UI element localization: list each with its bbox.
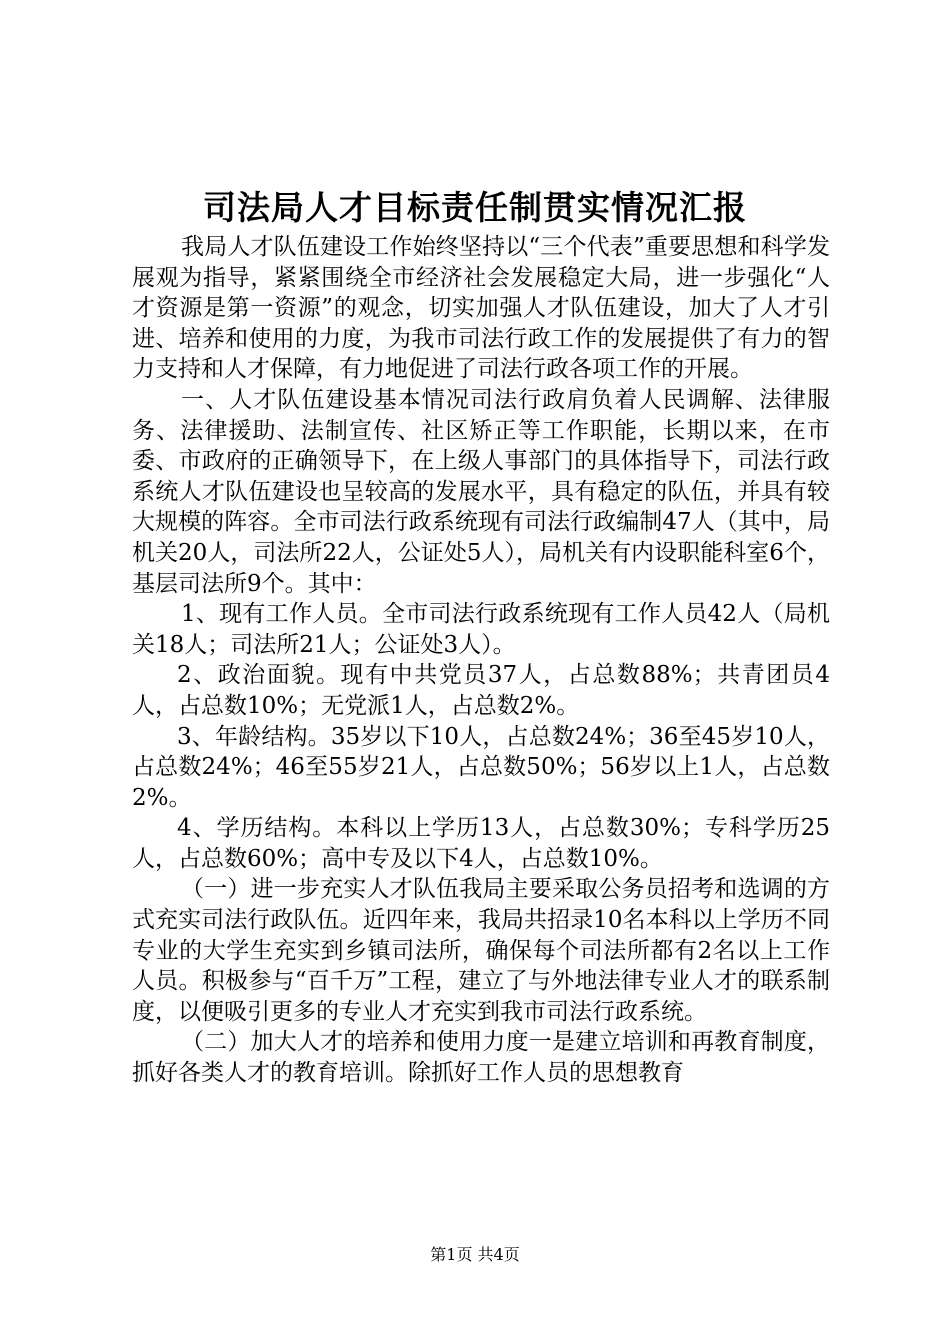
paragraph-subsection-2: （二）加大人才的培养和使用力度一是建立培训和再教育制度，抓好各类人才的教育培训。除抓好工作人员的思想教育 bbox=[132, 1029, 830, 1087]
paragraph-item-2: 2、政治面貌。现有中共党员37人，占总数88%；共青团员4人，占总数10%；无党派1人，占总数2%。 bbox=[132, 662, 830, 719]
paragraph-item-1: 1、现有工作人员。全市司法行政系统现有工作人员42人（局机关18人；司法所21人；公证处3人）。 bbox=[132, 601, 830, 658]
page-footer: 第1页 共4页 bbox=[430, 1245, 520, 1264]
paragraph-item-4: 4、学历结构。本科以上学历13人，占总数30%；专科学历25人，占总数60%；高中专及以下4人，占总数10%。 bbox=[132, 815, 830, 872]
document-body bbox=[132, 232, 830, 1089]
document-title: 司法局人才目标责任制贯实情况汇报 bbox=[203, 188, 747, 227]
paragraph-section-1: 一、人才队伍建设基本情况司法行政肩负着人民调解、法律服务、法律援助、法制宣传、社区矫正等工作职能，长期以来，在市委、市政府的正确领导下，在上级人事部门的具体指导下，司法行政系统人才队伍建设也呈较高的发展水平，具有稳定的队伍，并具有较大规模的阵容。全市司法行政系统现有司法行政编制47人（其中，局机关20人，司法所22人，公证处5人），局机关有内设职能科室6个，基层司法所9个。其中： bbox=[132, 386, 830, 597]
paragraph-item-3: 3、年龄结构。35岁以下10人，占总数24%；36至45岁10人，占总数24%；46至55岁21人，占总数50%；56岁以上1人，占总数2%。 bbox=[132, 723, 830, 811]
paragraph-intro: 我局人才队伍建设工作始终坚持以“三个代表”重要思想和科学发展观为指导，紧紧围绕全市经济社会发展稳定大局，进一步强化“人才资源是第一资源”的观念，切实加强人才队伍建设，加大了人才引进、培养和使用的力度，为我市司法行政工作的发展提供了有力的智力支持和人才保障，有力地促进了司法行政各项工作的开展。 bbox=[132, 234, 830, 383]
paragraph-subsection-1: （一）进一步充实人才队伍我局主要采取公务员招考和选调的方式充实司法行政队伍。近四年来，我局共招录10名本科以上学历不同专业的大学生充实到乡镇司法所，确保每个司法所都有2名以上工作人员。积极参与“百千万”工程，建立了与外地法律专业人才的联系制度，以便吸引更多的专业人才充实到我市司法行政系统。 bbox=[132, 876, 830, 1025]
